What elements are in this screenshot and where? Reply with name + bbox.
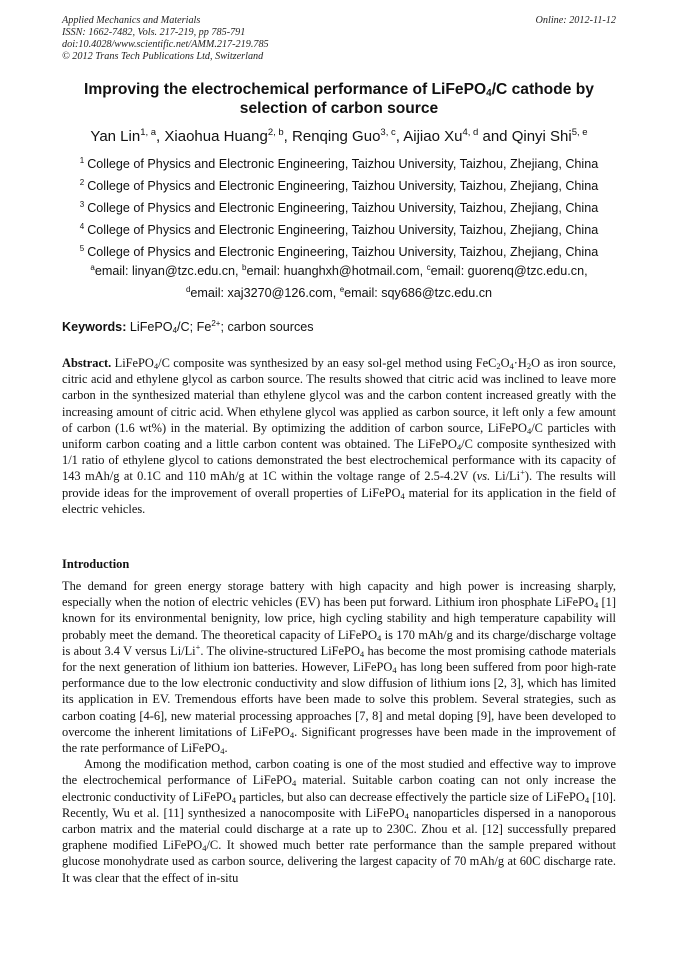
subscript: 4: [456, 442, 462, 453]
abstract-italic: vs.: [476, 469, 491, 484]
body-text: The demand for green energy storage battery with high capacity and high power is increasing sharply, especially when the notion of electric vehicles (EV) has been put forward. Lithium iron phosphate LiFePO: [62, 579, 616, 610]
abstract-text: /C particles with uniform carbon coating and a little carbon content was obtained. The LiFePO: [62, 420, 617, 452]
email-list: [30, 260, 648, 304]
copyright-line: © 2012 Trans Tech Publications Ltd, Switzerland: [62, 51, 264, 62]
doi-line[interactable]: doi:10.4028/www.scientific.net/AMM.217-219.785: [62, 39, 269, 50]
author-separator: and: [478, 128, 512, 145]
email-line: [30, 282, 648, 304]
email-marker: c: [426, 263, 431, 272]
affiliation-text: College of Physics and Electronic Engineering, Taizhou University, Taizhou, Zhejiang, China: [87, 245, 599, 259]
email-link[interactable]: email: xaj3270@126.com,: [190, 286, 340, 300]
body-text: [1] known for its environmental benignity, low price, high cycling stability and high temperature capability will probably meet the demand. The theoretical capacity of LiFePO: [62, 595, 616, 642]
author-name: Yan Lin: [90, 128, 141, 145]
keywords: [62, 318, 616, 336]
abstract-text: O as iron source, citric acid and ethylene glycol as carbon source. The results showed that citric acid was inclined to leave more carbon in the synthesized material than ethylene glycol was and the carbon content increased greatly with the increasing amount of citric acid. When ethylene glycol was applied as carbon source, it left only a few amount of carbon (1.6 wt%) in the material. By optimizing the addition of carbon source, LiFePO: [62, 356, 616, 435]
email-link[interactable]: email: sqy686@tzc.edu.cn: [344, 286, 493, 300]
subscript: 4: [509, 361, 514, 371]
email-marker: d: [185, 285, 191, 294]
body-text: Among the modification method, carbon coating is one of the most studied and effective way to improve the electrochemical performance of LiFePO: [62, 757, 616, 788]
author-list: [40, 127, 638, 147]
email-link[interactable]: email: guorenq@tzc.edu.cn,: [430, 264, 588, 278]
affiliation-text: College of Physics and Electronic Engineering, Taizhou University, Taizhou, Zhejiang, China: [87, 157, 599, 171]
author-superscript: 4, d: [462, 127, 479, 138]
affiliation-number: 2: [79, 178, 85, 187]
email-marker: a: [90, 263, 95, 272]
email-link[interactable]: email: linyan@tzc.edu.cn,: [94, 264, 243, 278]
journal-name: Applied Mechanics and Materials: [62, 15, 201, 26]
abstract-text: ). The results will provide ideas for the improvement of overall properties of LiFePO: [62, 469, 616, 500]
body-text: . Significant progresses have been made in the improvement of the rate performance of LiFePO: [62, 724, 617, 756]
paragraph: [62, 756, 616, 886]
email-line: [30, 260, 648, 282]
body-text: is 170 mAh/g and its charge/discharge voltage is about 3.4 V versus Li/Li: [62, 627, 616, 658]
body-text: .: [224, 741, 228, 756]
subscript: 4: [291, 778, 297, 789]
journal-header: [62, 15, 616, 63]
email-marker: e: [339, 285, 345, 294]
author-name: Renqing Guo: [292, 128, 381, 145]
online-date: Online: 2012-11-12: [535, 15, 616, 26]
affiliation-number: 4: [79, 222, 85, 231]
paragraph: [62, 578, 616, 756]
subscript: 4: [526, 425, 532, 436]
subscript: 2: [526, 361, 532, 371]
body-text: . The olivine-structured LiFePO: [200, 643, 360, 658]
superscript: +: [520, 467, 525, 478]
author-separator: ,: [283, 128, 293, 145]
author-name: Aijiao Xu: [403, 128, 463, 145]
subscript: 4: [202, 843, 207, 854]
author-name: Qinyi Shi: [511, 128, 572, 145]
keywords-text: /C; Fe: [177, 320, 212, 334]
body-text: [10]. Recently, Wu et al. [11] synthesized a nanocomposite with LiFePO: [62, 789, 616, 820]
abstract-label: Abstract.: [62, 356, 112, 370]
email-marker: b: [242, 263, 247, 272]
subscript: 4: [594, 600, 599, 611]
title-part: Improving the electrochemical performance of LiFePO: [84, 81, 487, 98]
abstract-text: ·H: [513, 356, 527, 370]
body-text: particles, but also can decrease effectively the particle size of LiFePO: [235, 789, 585, 804]
body-text: /C. It showed much better rate performance than the sample prepared without glucose monohydrate used as carbon source, delivering the largest capacity of 70 mAh/g at 60C discharge rate. It was clear that the effect of in-situ: [62, 838, 616, 885]
body-text: nanoparticles dispersed in a nanoporous carbon matrix and the material could discharge at a rate up to 230C. Zhou et al. [12] successfully prepared graphene modified LiFePO: [62, 805, 616, 853]
affiliation-number: 1: [79, 156, 85, 165]
subscript: 4: [289, 729, 295, 740]
body-text: has long been suffered from poor high-rate performance due to the low electronic conductivity and slow diffusion of lithium ions [2, 3], which has limited its application in EV. Tremendous efforts have been made to solve this problem. Several strategies, such as carbon coating [4-6], new material processing approaches [7, 8] and metal doping [9], have been developed to overcome the inherent limitations of LiFePO: [62, 660, 616, 739]
affiliation-text: College of Physics and Electronic Engineering, Taizhou University, Taizhou, Zhejiang, China: [87, 201, 599, 215]
title-subscript: 4: [486, 88, 492, 99]
subscript: 4: [377, 632, 382, 643]
affiliation-text: College of Physics and Electronic Engineering, Taizhou University, Taizhou, Zhejiang, China: [87, 223, 599, 237]
author-superscript: 3, c: [380, 127, 396, 138]
body-text: material. Suitable carbon coating can not only increase the electronic conductivity of LiFePO: [62, 773, 616, 804]
affiliation-text: College of Physics and Electronic Engineering, Taizhou University, Taizhou, Zhejiang, China: [87, 179, 599, 193]
title-part: /C cathode by selection of carbon source: [239, 81, 594, 117]
abstract-text: /C composite was synthesized by an easy sol-gel method using FeC: [158, 356, 497, 370]
subscript: 2: [496, 361, 501, 371]
paper-title: [62, 80, 616, 118]
superscript: +: [195, 641, 201, 652]
affiliation-list: [40, 153, 638, 263]
affiliation-number: 5: [79, 244, 85, 253]
issn-line: ISSN: 1662-7482, Vols. 217-219, pp 785-791: [62, 27, 246, 38]
introduction-body: [62, 578, 616, 886]
author-separator: ,: [156, 128, 165, 145]
affiliation: [40, 153, 638, 175]
subscript: 4: [404, 810, 409, 821]
author-superscript: 5, e: [571, 127, 588, 138]
abstract-text: /C composite synthesized with 1/1 ratio of ethylene glycol to cations demonstrated the best electrochemical performance with its capacity of 143 mAh/g at 0.1C and 110 mAh/g at 1C within the voltage range of 2.5-4.2V (: [62, 437, 616, 484]
author-superscript: 1, a: [140, 127, 157, 138]
affiliation: [40, 197, 638, 219]
body-text: has become the most promising cathode materials for the next generation of lithium ion batteries. However, LiFePO: [62, 643, 616, 675]
keywords-superscript: 2+: [211, 319, 221, 328]
abstract-text: LiFePO: [111, 356, 154, 370]
author-superscript: 2, b: [267, 127, 284, 138]
subscript: 4: [584, 794, 590, 805]
abstract: [62, 355, 616, 517]
keywords-text: ; carbon sources: [220, 320, 314, 334]
section-heading: Introduction: [62, 557, 130, 571]
subscript: 4: [392, 665, 397, 676]
email-link[interactable]: email: huanghxh@hotmail.com,: [246, 264, 427, 278]
subscript: 4: [359, 648, 365, 659]
abstract-text: Li/Li: [490, 469, 521, 484]
keywords-subscript: 4: [172, 326, 178, 335]
author-name: Xiaohua Huang: [164, 128, 268, 145]
subscript: 4: [153, 361, 159, 371]
author-separator: ,: [395, 128, 404, 145]
affiliation: [40, 175, 638, 197]
affiliation-number: 3: [79, 200, 85, 209]
affiliation: [40, 219, 638, 241]
keywords-text: LiFePO: [126, 320, 173, 334]
subscript: 4: [400, 490, 405, 501]
abstract-text: material for its application in the field of electric vehicles.: [62, 485, 616, 516]
subscript: 4: [220, 746, 225, 757]
subscript: 4: [231, 794, 236, 805]
keywords-label: Keywords:: [62, 320, 127, 334]
abstract-text: O: [500, 356, 510, 370]
